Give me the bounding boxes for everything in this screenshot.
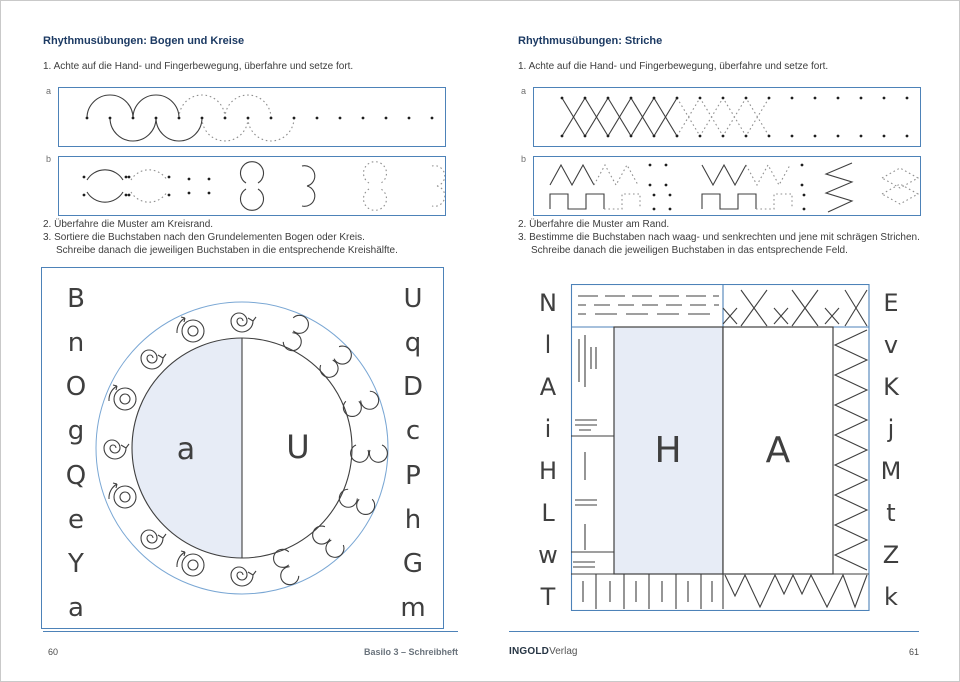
right-footer-rule <box>509 631 919 632</box>
sort-letter: E <box>883 289 899 317</box>
sort-letter: Y <box>68 548 84 579</box>
sort-letter: P <box>405 460 421 491</box>
field-left-letter: H <box>654 430 682 471</box>
arcs-pattern-svg <box>59 88 445 146</box>
sort-letter: v <box>883 331 899 359</box>
circles-pattern-svg <box>59 157 445 215</box>
circle-sorting-diagram <box>41 267 444 629</box>
sort-letter: i <box>544 415 552 443</box>
right-exercise-a-label: a <box>521 86 527 96</box>
right-step-2: 2. Überfahre die Muster am Rand. <box>518 219 670 230</box>
sort-letter: Z <box>882 541 900 569</box>
sort-letter: O <box>65 372 87 403</box>
sort-letter: h <box>404 504 422 535</box>
right-exercise-b-label: b <box>521 154 527 164</box>
sort-letter: D <box>402 372 424 403</box>
sort-letter: e <box>68 504 84 535</box>
left-page-title: Rhythmusübungen: Bogen und Kreise <box>43 35 245 47</box>
sort-letter: L <box>541 499 555 527</box>
right-page-number: 61 <box>908 647 919 657</box>
field-right-letter: A <box>765 430 791 471</box>
sort-letter: g <box>67 416 85 447</box>
sort-letter: G <box>402 548 424 579</box>
left-step-2: 2. Überfahre die Muster am Kreisrand. <box>43 219 214 230</box>
circle-right-half-letter: U <box>286 428 310 466</box>
dot-row <box>86 117 434 120</box>
sort-letter: c <box>405 416 421 447</box>
right-step-3: 3. Bestimme die Buchstaben nach waag- und senkrechten und jene mit schrägen Strichen. <box>518 232 920 243</box>
left-exercise-b-box <box>58 156 446 216</box>
right-page-letter-column-left <box>530 289 566 611</box>
sort-letter: N <box>539 289 557 317</box>
left-step-1: 1. Achte auf die Hand- und Fingerbewegung, überfahre und setze fort. <box>43 61 354 72</box>
sort-letter: k <box>884 583 898 611</box>
left-footer-rule <box>43 631 458 632</box>
circle-diagram-svg <box>42 268 443 628</box>
sort-letter: M <box>880 457 902 485</box>
left-exercise-a-box <box>58 87 446 147</box>
right-step-3b: Schreibe danach die jeweiligen Buchstaben in das entsprechende Feld. <box>531 245 848 256</box>
sort-letter: t <box>886 499 896 527</box>
sort-letter: n <box>67 328 85 359</box>
publisher-logo <box>509 646 577 657</box>
left-step-3: 3. Sortiere die Buchstaben nach den Grundelementen Bogen oder Kreis. <box>43 232 365 243</box>
sort-letter: T <box>540 583 556 611</box>
sort-letter: A <box>539 373 557 401</box>
sort-letter: a <box>68 592 84 623</box>
sort-letter: K <box>883 373 899 401</box>
cross-zigzag-pattern-svg <box>534 88 920 146</box>
sort-letter: j <box>887 415 895 443</box>
sort-letter: H <box>538 457 558 485</box>
sort-letter: Q <box>65 460 87 491</box>
sort-letter: B <box>67 284 85 314</box>
left-exercise-a-label: a <box>46 86 52 96</box>
publisher-logo-bold: INGOLD <box>509 646 550 657</box>
sort-letter: U <box>403 284 423 314</box>
stroke-patterns-svg <box>534 157 920 215</box>
right-exercise-a-box <box>533 87 921 147</box>
sort-letter: w <box>538 541 558 569</box>
sort-letter: l <box>544 331 552 359</box>
left-page-letter-column-left <box>58 284 94 623</box>
circle-left-half-letter: a <box>176 432 196 467</box>
right-step-1: 1. Achte auf die Hand- und Fingerbewegung, überfahre und setze fort. <box>518 61 829 72</box>
left-page-letter-column-right <box>395 284 431 623</box>
left-exercise-b-label: b <box>46 154 52 164</box>
right-exercise-b-box <box>533 156 921 216</box>
left-step-3b: Schreibe danach die jeweiligen Buchstaben in die entsprechende Kreishälfte. <box>56 245 398 256</box>
publisher-logo-suffix: Verlag <box>549 646 578 657</box>
field-sorting-diagram <box>533 284 906 611</box>
right-page-title: Rhythmusübungen: Striche <box>518 35 663 47</box>
right-page-letter-column-right <box>873 289 909 611</box>
book-title: Basilo 3 – Schreibheft <box>363 647 458 657</box>
sort-letter: m <box>400 592 426 623</box>
field-diagram-svg <box>533 284 906 611</box>
left-page-number: 60 <box>48 647 59 657</box>
sort-letter: q <box>404 328 422 359</box>
